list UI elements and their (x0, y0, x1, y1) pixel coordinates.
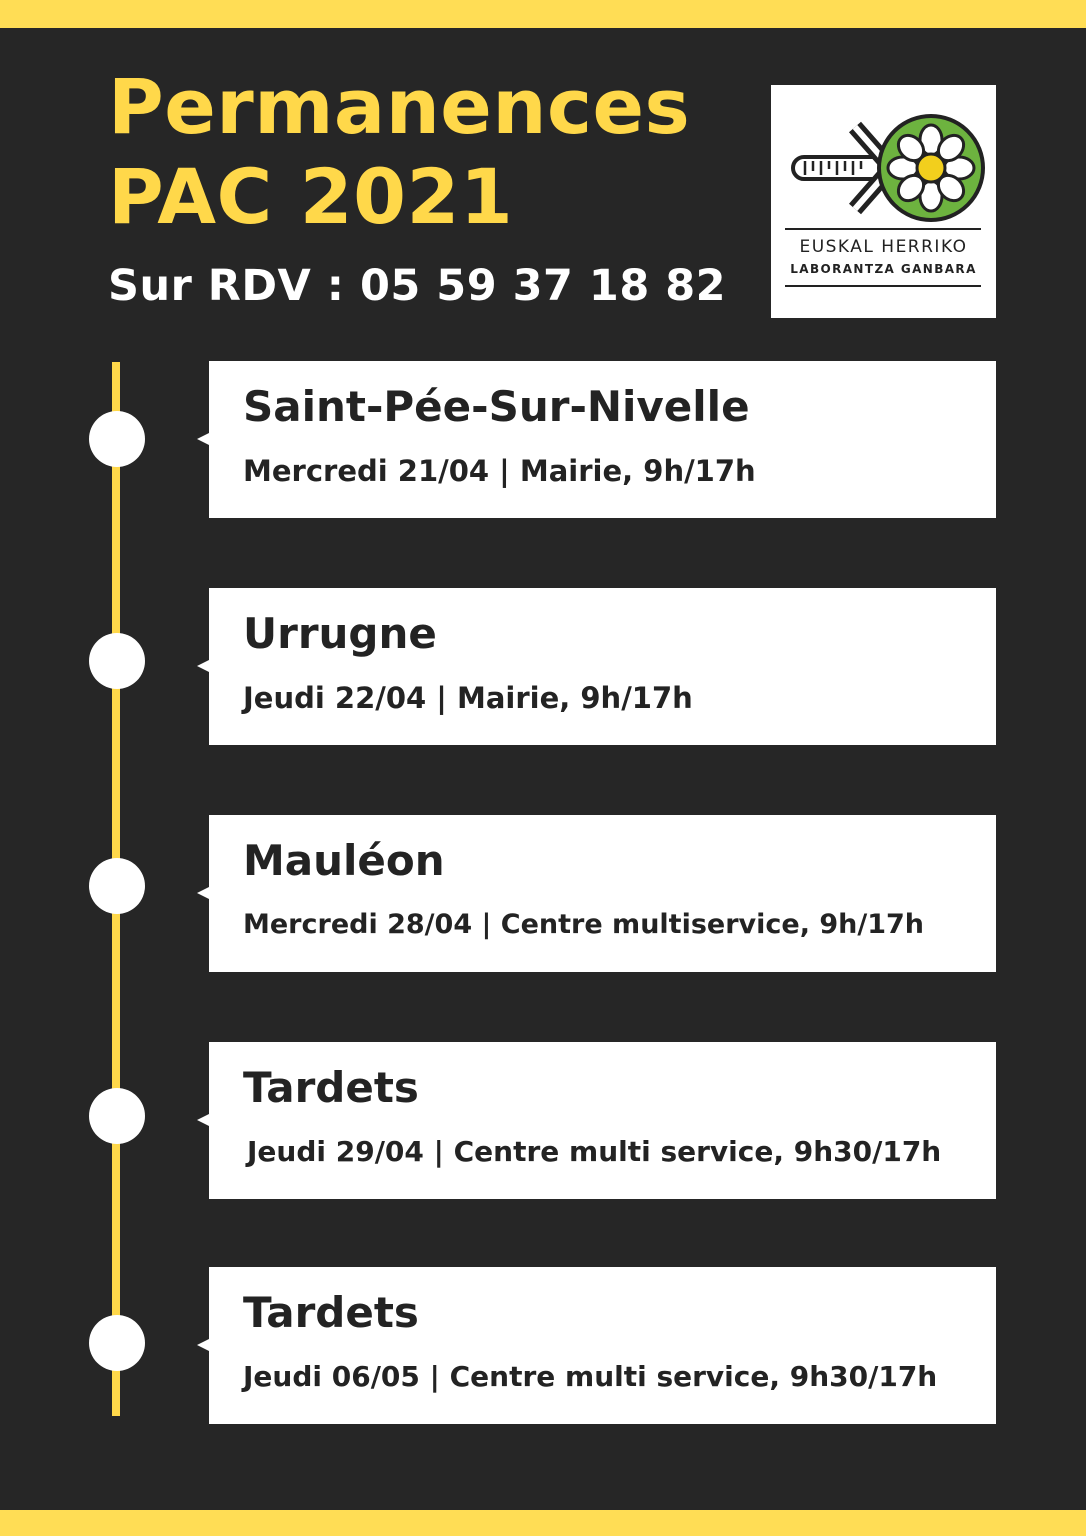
event-details: Mercredi 28/04 | Centre multiservice, 9h/17h (243, 909, 925, 940)
top-accent-band (0, 0, 1086, 28)
event-card (209, 1267, 996, 1424)
event-card (209, 1042, 996, 1199)
appointment-phone: Sur RDV : 05 59 37 18 82 (108, 261, 727, 311)
event-place: Mauléon (243, 836, 445, 885)
event-place: Saint-Pée-Sur-Nivelle (243, 382, 750, 431)
logo-text-laborantza-ganbara: LABORANTZA GANBARA (790, 262, 977, 276)
event-details: Jeudi 06/05 | Centre multi service, 9h30/17h (243, 1360, 938, 1393)
event-place: Tardets (243, 1063, 419, 1112)
title-line-2: PAC 2021 (108, 152, 514, 241)
timeline-dot (89, 1315, 145, 1371)
event-place: Urrugne (243, 609, 437, 658)
logo-text-euskal-herriko: EUSKAL HERRIKO (799, 237, 968, 257)
key-daisy-icon (785, 113, 985, 223)
event-details: Jeudi 22/04 | Mairie, 9h/17h (243, 681, 693, 715)
event-card (209, 361, 996, 518)
logo-rule-bottom (785, 285, 981, 287)
page-title (108, 62, 690, 242)
timeline-dot (89, 1088, 145, 1144)
bottom-accent-band (0, 1510, 1086, 1536)
chamber-logo (771, 85, 996, 318)
event-card (209, 588, 996, 745)
event-details: Mercredi 21/04 | Mairie, 9h/17h (243, 454, 756, 488)
event-card (209, 815, 996, 972)
timeline-dot (89, 858, 145, 914)
event-details: Jeudi 29/04 | Centre multi service, 9h30/17h (247, 1135, 942, 1168)
timeline-dot (89, 411, 145, 467)
logo-rule-top (785, 228, 981, 230)
timeline-dot (89, 633, 145, 689)
title-line-1: Permanences (108, 62, 691, 151)
event-place: Tardets (243, 1288, 419, 1337)
